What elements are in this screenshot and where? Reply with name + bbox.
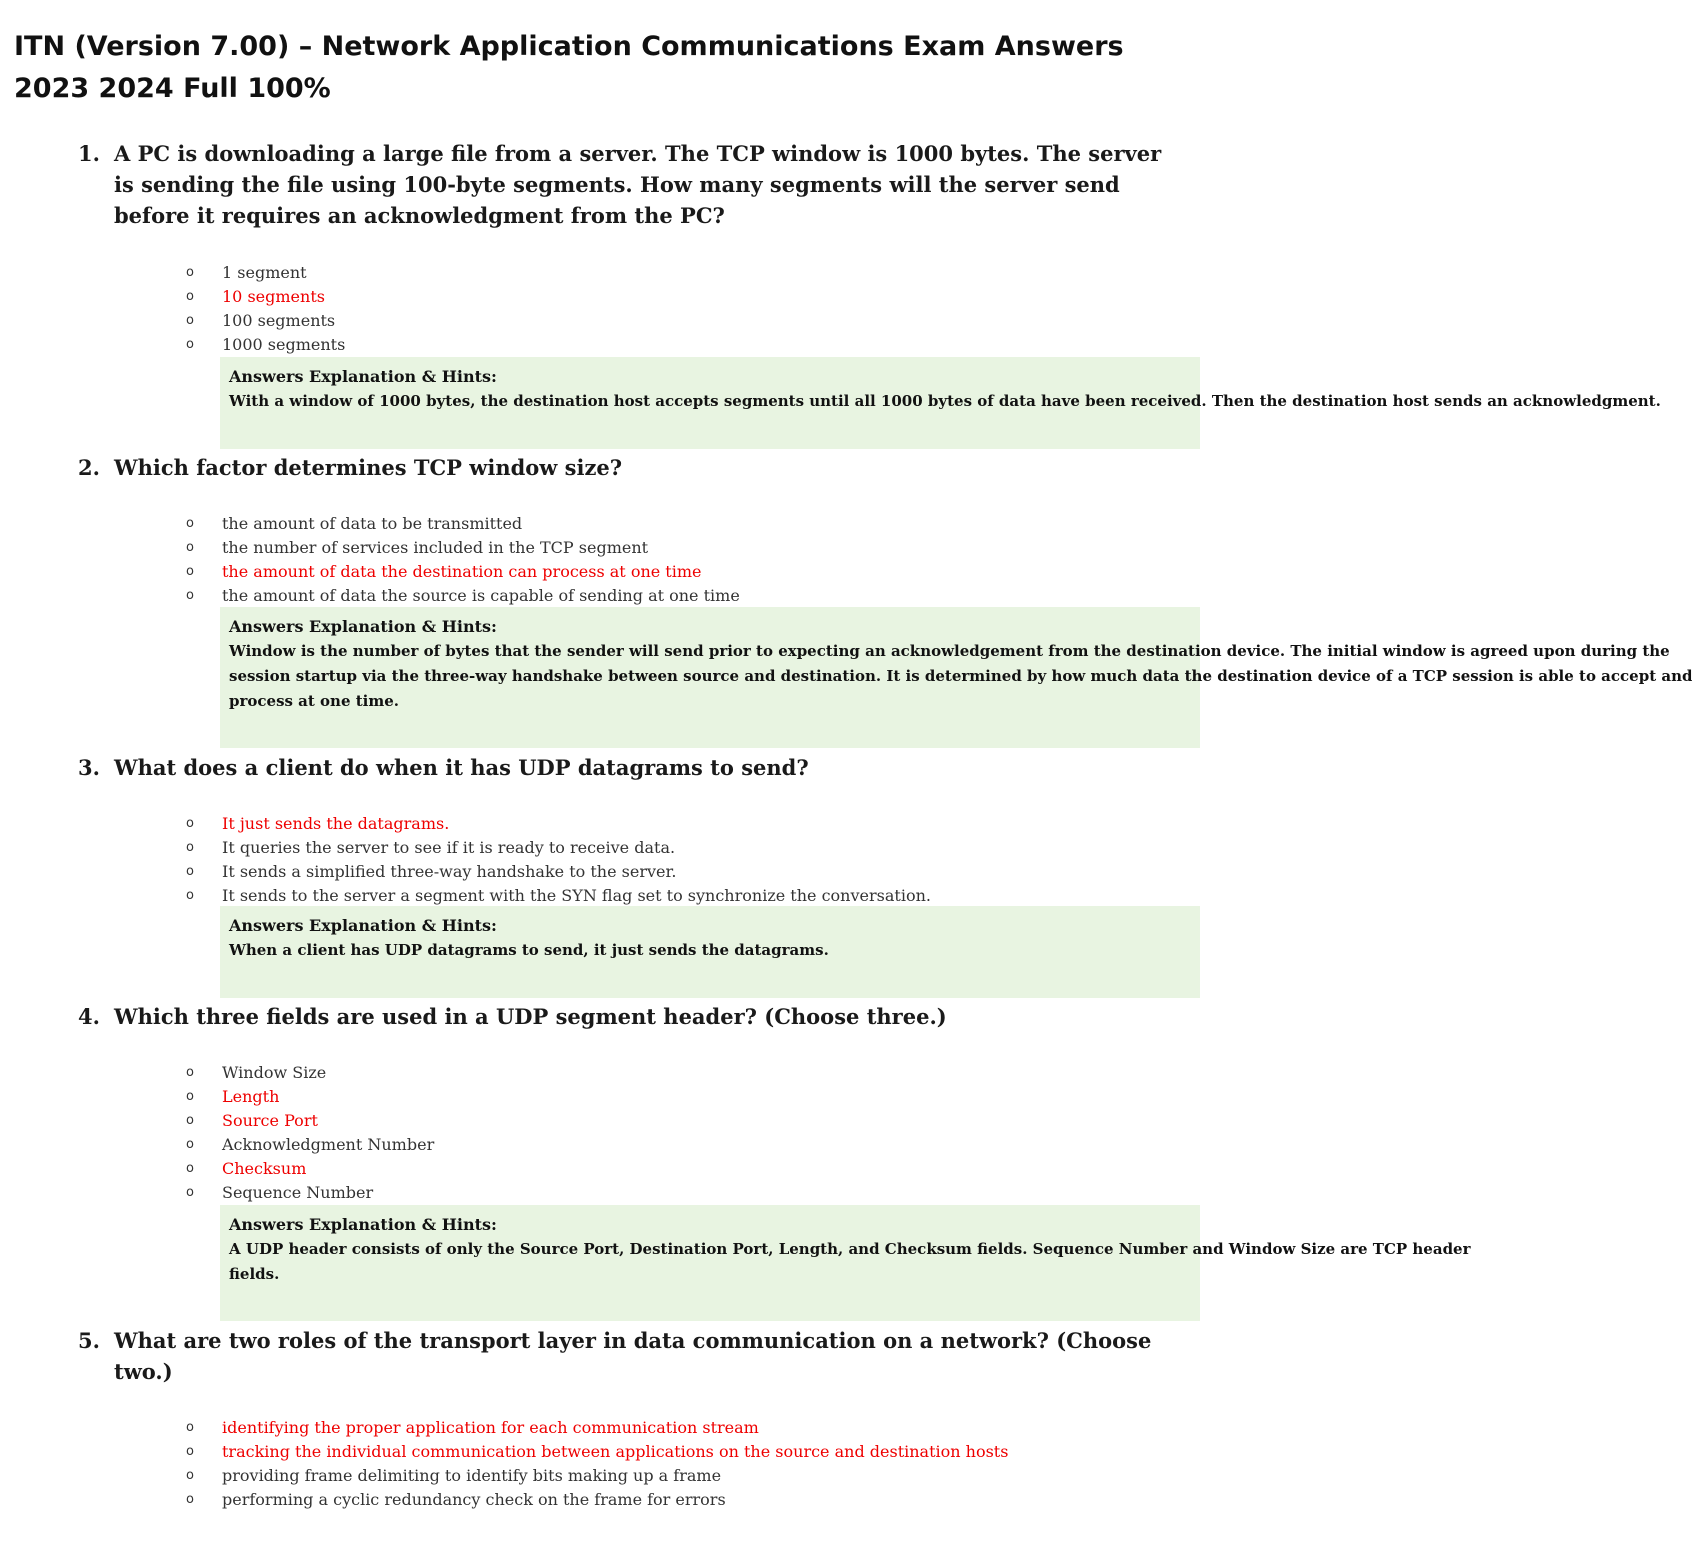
bullet-icon: o bbox=[186, 289, 194, 304]
option-label: the amount of data the destination can process at one time bbox=[222, 562, 702, 581]
option[interactable] bbox=[0, 261, 1200, 285]
bullet-icon: o bbox=[186, 265, 194, 280]
option[interactable] bbox=[0, 1488, 1200, 1512]
option-label: performing a cyclic redundancy check on the frame for errors bbox=[222, 1490, 726, 1509]
question-number: 3. bbox=[78, 755, 100, 780]
option[interactable] bbox=[0, 1416, 1200, 1440]
bullet-icon: o bbox=[186, 1137, 194, 1152]
option-label: providing frame delimiting to identify bits making up a frame bbox=[222, 1466, 722, 1485]
question-text: Which three fields are used in a UDP segment header? (Choose three.) bbox=[114, 1004, 947, 1029]
option[interactable] bbox=[0, 309, 1200, 333]
explanation-box-2 bbox=[220, 607, 1692, 748]
bullet-icon: o bbox=[186, 1065, 194, 1080]
explanation-box-1 bbox=[220, 357, 1661, 449]
option-label: identifying the proper application for each communication stream bbox=[222, 1418, 759, 1437]
bullet-icon: o bbox=[186, 864, 194, 879]
question-number: 5. bbox=[78, 1328, 100, 1353]
option[interactable] bbox=[0, 512, 1200, 536]
options-list-2 bbox=[0, 512, 1200, 608]
option-label: 100 segments bbox=[222, 311, 336, 330]
bullet-icon: o bbox=[186, 1113, 194, 1128]
question-number: 1. bbox=[78, 141, 100, 166]
option-label: It queries the server to see if it is ready to receive data. bbox=[222, 838, 676, 857]
explanation-heading: Answers Explanation & Hints: bbox=[229, 1215, 497, 1234]
option[interactable] bbox=[0, 1181, 1200, 1205]
option[interactable] bbox=[0, 560, 1200, 584]
option[interactable] bbox=[0, 836, 1200, 860]
options-list-3 bbox=[0, 812, 1200, 908]
explanation-line: With a window of 1000 bytes, the destination host accepts segments until all 1000 bytes of data have been received. Then the destination host sends an acknowledgment. bbox=[229, 392, 1661, 410]
option[interactable] bbox=[0, 860, 1200, 884]
options-list-4 bbox=[0, 1061, 1200, 1205]
page-title: ITN (Version 7.00) – Network Application Communications Exam Answers 2023 2024 Full 100% bbox=[14, 31, 1124, 104]
option-label: Source Port bbox=[222, 1111, 318, 1130]
option[interactable] bbox=[0, 285, 1200, 309]
option[interactable] bbox=[0, 884, 1200, 908]
question-number: 4. bbox=[78, 1004, 100, 1029]
option-label: 1000 segments bbox=[222, 335, 346, 354]
bullet-icon: o bbox=[186, 588, 194, 603]
explanation-line: A UDP header consists of only the Source Port, Destination Port, Length, and Checksum fields. Sequence Number and Window Size are TCP header bbox=[229, 1240, 1471, 1258]
option-label: the amount of data the source is capable of sending at one time bbox=[222, 586, 740, 605]
explanation-line: process at one time. bbox=[229, 692, 399, 710]
bullet-icon: o bbox=[186, 1468, 194, 1483]
bullet-icon: o bbox=[186, 1444, 194, 1459]
options-list-5 bbox=[0, 1416, 1200, 1512]
explanation-box-4 bbox=[220, 1205, 1471, 1321]
option[interactable] bbox=[0, 584, 1200, 608]
options-list-1 bbox=[0, 261, 1200, 357]
option-label: Length bbox=[222, 1087, 280, 1106]
explanation-line: fields. bbox=[229, 1265, 280, 1283]
bullet-icon: o bbox=[186, 840, 194, 855]
question-text: What are two roles of the transport layer in data communication on a network? (Choose two.) bbox=[114, 1328, 1152, 1384]
bullet-icon: o bbox=[186, 337, 194, 352]
explanation-heading: Answers Explanation & Hints: bbox=[229, 617, 497, 636]
question-text: A PC is downloading a large file from a server. The TCP window is 1000 bytes. The server is sending the file using 100-byte segments. How many segments will the server send before it requires an acknowledgment from the PC? bbox=[114, 141, 1162, 228]
option[interactable] bbox=[0, 812, 1200, 836]
bullet-icon: o bbox=[186, 516, 194, 531]
option[interactable] bbox=[0, 1464, 1200, 1488]
option-label: Window Size bbox=[222, 1063, 327, 1082]
option-label: the amount of data to be transmitted bbox=[222, 514, 523, 533]
option-label: It just sends the datagrams. bbox=[222, 814, 450, 833]
bullet-icon: o bbox=[186, 1089, 194, 1104]
explanation-heading: Answers Explanation & Hints: bbox=[229, 916, 497, 935]
option[interactable] bbox=[0, 1133, 1200, 1157]
option[interactable] bbox=[0, 1085, 1200, 1109]
option[interactable] bbox=[0, 536, 1200, 560]
option[interactable] bbox=[0, 333, 1200, 357]
option[interactable] bbox=[0, 1109, 1200, 1133]
question-text: Which factor determines TCP window size? bbox=[114, 455, 623, 480]
explanation-heading: Answers Explanation & Hints: bbox=[229, 367, 497, 386]
explanation-line: session startup via the three-way handshake between source and destination. It is determined by how much data the destination device of a TCP session is able to accept and bbox=[229, 667, 1692, 685]
option-label: 1 segment bbox=[222, 263, 307, 282]
bullet-icon: o bbox=[186, 564, 194, 579]
option[interactable] bbox=[0, 1440, 1200, 1464]
bullet-icon: o bbox=[186, 1161, 194, 1176]
option[interactable] bbox=[0, 1157, 1200, 1181]
bullet-icon: o bbox=[186, 1492, 194, 1507]
explanation-box-3 bbox=[220, 906, 1200, 998]
bullet-icon: o bbox=[186, 816, 194, 831]
explanation-line: When a client has UDP datagrams to send, it just sends the datagrams. bbox=[229, 941, 829, 959]
bullet-icon: o bbox=[186, 1185, 194, 1200]
option-label: It sends a simplified three-way handshake to the server. bbox=[222, 862, 677, 881]
bullet-icon: o bbox=[186, 1420, 194, 1435]
bullet-icon: o bbox=[186, 888, 194, 903]
bullet-icon: o bbox=[186, 313, 194, 328]
option-label: Sequence Number bbox=[222, 1183, 374, 1202]
question-text: What does a client do when it has UDP datagrams to send? bbox=[114, 755, 809, 780]
option-label: Acknowledgment Number bbox=[222, 1135, 435, 1154]
bullet-icon: o bbox=[186, 540, 194, 555]
option-label: Checksum bbox=[222, 1159, 307, 1178]
option[interactable] bbox=[0, 1061, 1200, 1085]
option-label: tracking the individual communication between applications on the source and destination hosts bbox=[222, 1442, 1009, 1461]
option-label: It sends to the server a segment with the SYN flag set to synchronize the conversation. bbox=[222, 886, 931, 905]
option-label: 10 segments bbox=[222, 287, 325, 306]
option-label: the number of services included in the TCP segment bbox=[222, 538, 649, 557]
explanation-line: Window is the number of bytes that the sender will send prior to expecting an acknowledgement from the destination device. The initial window is agreed upon during the bbox=[229, 642, 1670, 660]
question-number: 2. bbox=[78, 455, 100, 480]
